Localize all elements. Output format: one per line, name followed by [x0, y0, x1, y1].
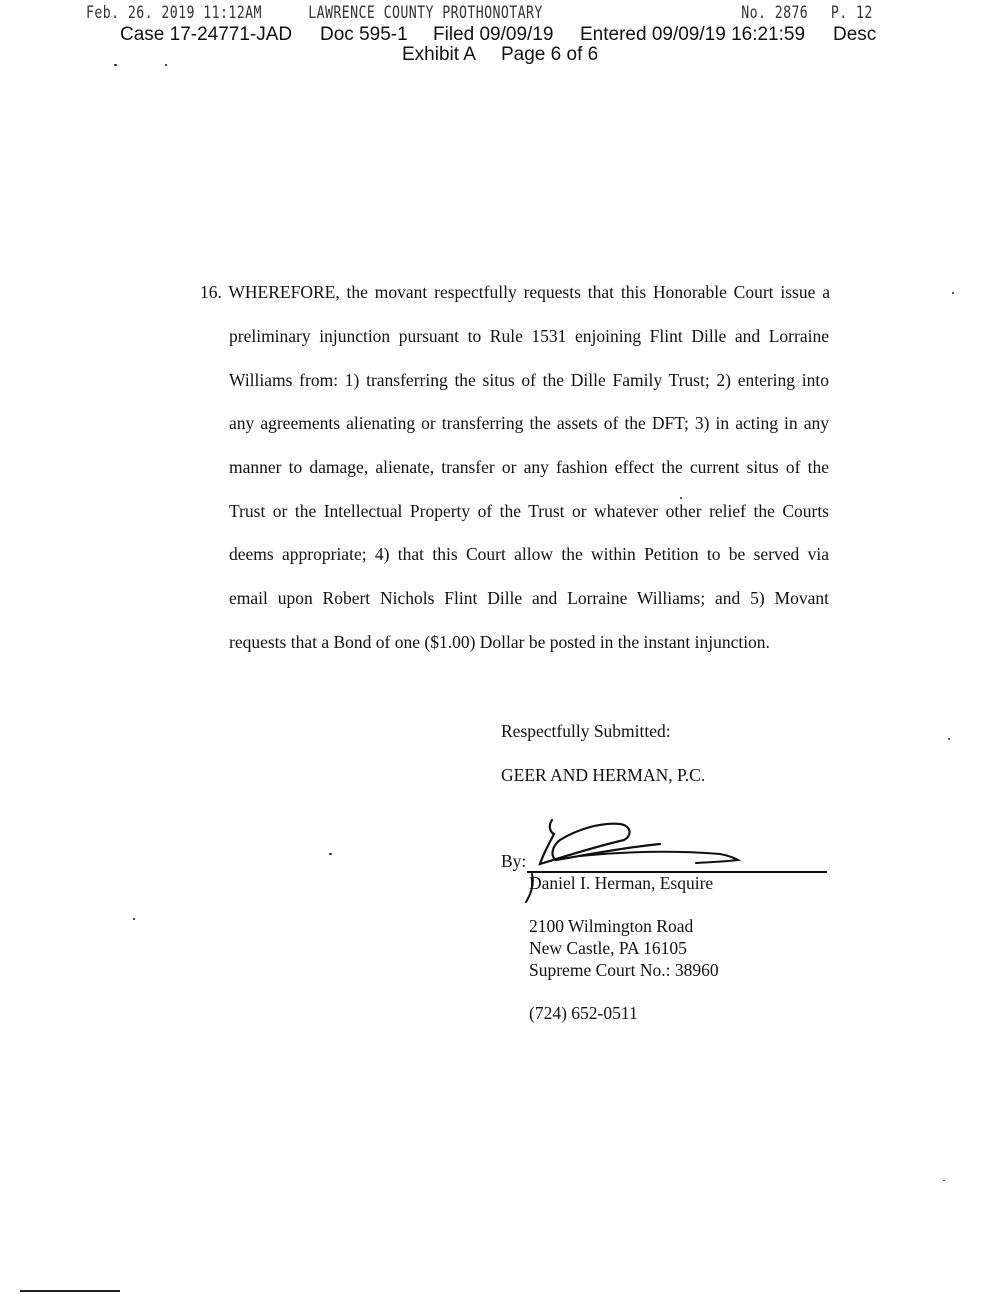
filed-date: Filed 09/09/19 [433, 24, 554, 45]
entered-date: Entered 09/09/19 16:21:59 [580, 24, 806, 45]
handwritten-signature [520, 812, 760, 912]
exhibit-label: Exhibit A [402, 44, 476, 65]
closing-text: Respectfully Submitted: [501, 721, 671, 741]
paragraph-line: email upon Robert Nichols Flint Dille and Lorraine Williams; and 5) Movant [229, 588, 829, 608]
phone-number: (724) 652-0511 [529, 1003, 638, 1023]
fax-number: No. 2876 [741, 3, 809, 23]
case-number: Case 17-24771-JAD [120, 24, 293, 45]
fax-page: P. 12 [830, 3, 873, 23]
signer-name: Daniel I. Herman, Esquire [529, 873, 714, 893]
page-label: Page 6 of 6 [501, 44, 599, 65]
court-stamp-line-2 [0, 44, 998, 68]
firm-name: GEER AND HERMAN, P.C. [501, 765, 706, 785]
paragraph-line: requests that a Bond of one ($1.00) Dollar be posted in the instant injunction. [229, 632, 770, 652]
desc-label: Desc [833, 24, 877, 45]
court-number: Supreme Court No.: 38960 [529, 960, 719, 980]
scan-speck [165, 64, 167, 66]
scan-speck [680, 497, 682, 499]
scan-speck [114, 64, 117, 66]
fax-date-time: Feb. 26. 2019 11:12AM [86, 3, 262, 23]
paragraph-line: preliminary injunction pursuant to Rule 1531 enjoining Flint Dille and Lorraine [229, 326, 829, 346]
paragraph-line: 16. WHEREFORE, the movant respectfully requests that this Honorable Court issue a [200, 282, 830, 302]
scan-speck [133, 918, 135, 920]
scan-speck [948, 738, 950, 740]
address-line-2: New Castle, PA 16105 [529, 938, 687, 958]
paragraph-line: Williams from: 1) transferring the situs of the Dille Family Trust; 2) entering into [229, 370, 829, 390]
paragraph-line: Trust or the Intellectual Property of the Trust or whatever other relief the Courts [229, 501, 829, 521]
fax-office: LAWRENCE COUNTY PROTHONOTARY [308, 3, 543, 23]
footer-rule [20, 1290, 120, 1292]
scan-speck [943, 1180, 945, 1181]
scan-speck [952, 292, 954, 294]
fax-header [86, 3, 873, 25]
scan-speck [329, 853, 332, 855]
paragraph-line: manner to damage, alienate, transfer or any fashion effect the current situs of the [229, 457, 829, 477]
address-line-1: 2100 Wilmington Road [529, 916, 694, 936]
by-label: By: [501, 851, 527, 871]
paragraph-line: any agreements alienating or transferring the assets of the DFT; 3) in acting in any [229, 413, 829, 433]
paragraph-line: deems appropriate; 4) that this Court allow the within Petition to be served via [229, 544, 829, 564]
doc-number: Doc 595-1 [320, 24, 408, 45]
